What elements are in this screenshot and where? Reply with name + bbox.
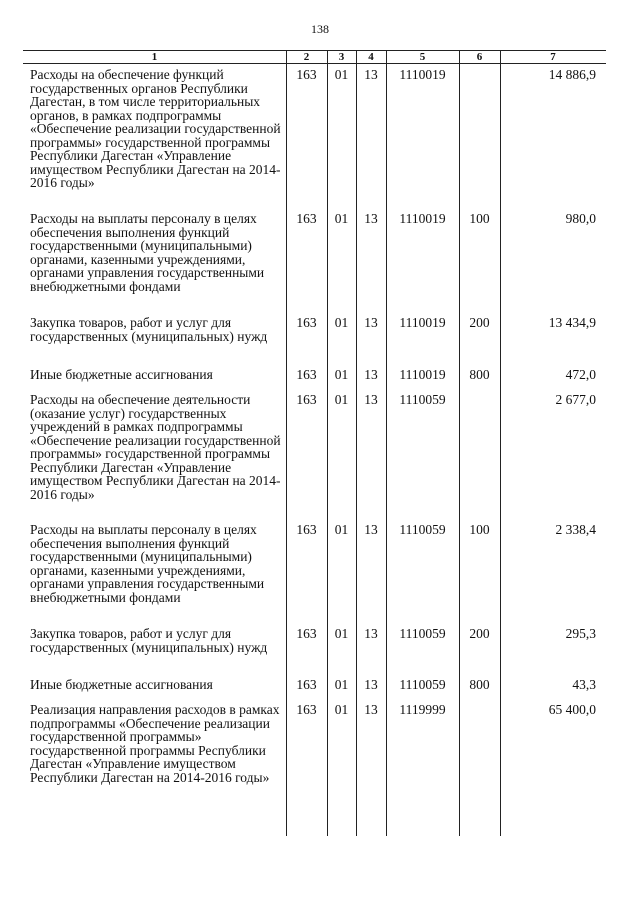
row-code-4: 13 bbox=[364, 626, 378, 641]
row-code-4: 13 bbox=[364, 392, 378, 407]
row-code-4: 13 bbox=[364, 702, 378, 717]
header-col-3: 3 bbox=[338, 51, 345, 63]
page-number: 138 bbox=[311, 22, 329, 36]
row-code-4: 13 bbox=[364, 522, 378, 537]
row-code-2: 163 bbox=[296, 522, 317, 537]
header-col-2: 2 bbox=[303, 51, 310, 63]
row-code-3: 01 bbox=[334, 702, 349, 717]
row-code-5: 1110019 bbox=[399, 67, 446, 82]
row-code-3: 01 bbox=[334, 367, 349, 382]
row-code-5: 1110059 bbox=[399, 392, 446, 407]
row-amount: 13 434,9 bbox=[548, 315, 596, 330]
row-code-3: 01 bbox=[334, 522, 349, 537]
row-description: Реализация направления расходов в рамках подпрограммы «Обеспечение реализации государственной программы» государственной программы Республики Дагестан «Управление имуществом Республики Дагестан на 2014-2016 годы» bbox=[30, 702, 280, 785]
header-col-4: 4 bbox=[368, 51, 374, 63]
row-code-6: 800 bbox=[469, 367, 490, 382]
row-code-6: 100 bbox=[469, 522, 490, 537]
row-code-3: 01 bbox=[334, 315, 349, 330]
row-description: Закупка товаров, работ и услуг для государственных (муниципальных) нужд bbox=[30, 626, 268, 655]
row-amount: 472,0 bbox=[565, 367, 596, 382]
row-amount: 14 886,9 bbox=[548, 67, 596, 82]
row-code-5: 1110059 bbox=[399, 522, 446, 537]
row-amount: 2 338,4 bbox=[555, 522, 596, 537]
row-code-2: 163 bbox=[296, 392, 317, 407]
row-code-3: 01 bbox=[334, 67, 349, 82]
row-code-2: 163 bbox=[296, 626, 317, 641]
column-divider bbox=[356, 50, 357, 836]
row-amount: 295,3 bbox=[565, 626, 596, 641]
row-code-5: 1119999 bbox=[399, 702, 446, 717]
column-divider bbox=[459, 50, 460, 836]
row-code-2: 163 bbox=[296, 211, 317, 226]
row-code-5: 1110019 bbox=[399, 211, 446, 226]
row-code-4: 13 bbox=[364, 677, 378, 692]
row-description: Расходы на обеспечение деятельности (оказание услуг) государственных учреждений в рамках подпрограммы «Обеспечение реализации государственной программы» государственной программы Республики Дагестан «Управление имуществом Республики Дагестан на 2014-2016 годы» bbox=[30, 392, 281, 502]
row-code-5: 1110059 bbox=[399, 677, 446, 692]
header-col-5: 5 bbox=[419, 51, 426, 63]
row-code-5: 1110059 bbox=[399, 626, 446, 641]
header-col-7: 7 bbox=[550, 51, 556, 63]
row-code-2: 163 bbox=[296, 367, 317, 382]
row-code-5: 1110019 bbox=[399, 367, 446, 382]
column-divider bbox=[327, 50, 328, 836]
row-code-6: 100 bbox=[469, 211, 490, 226]
header-col-1: 1 bbox=[151, 51, 158, 63]
column-divider bbox=[500, 50, 501, 836]
row-code-3: 01 bbox=[334, 677, 349, 692]
row-code-3: 01 bbox=[334, 211, 349, 226]
row-amount: 980,0 bbox=[565, 211, 596, 226]
row-code-4: 13 bbox=[364, 211, 378, 226]
row-amount: 2 677,0 bbox=[555, 392, 596, 407]
row-description: Иные бюджетные ассигнования bbox=[30, 677, 213, 692]
row-code-3: 01 bbox=[334, 392, 349, 407]
row-description: Закупка товаров, работ и услуг для государственных (муниципальных) нужд bbox=[30, 315, 268, 344]
header-col-6: 6 bbox=[476, 51, 483, 63]
budget-table bbox=[23, 50, 606, 836]
row-code-6: 200 bbox=[469, 315, 490, 330]
row-code-2: 163 bbox=[296, 677, 317, 692]
row-code-5: 1110019 bbox=[399, 315, 446, 330]
row-description: Расходы на выплаты персоналу в целях обеспечения выполнения функций государственными (муниципальными) органами, казенными учреждениями, органами управления государственными внебюджетными фондами bbox=[30, 211, 265, 294]
row-code-4: 13 bbox=[364, 67, 378, 82]
row-code-2: 163 bbox=[296, 67, 317, 82]
row-code-2: 163 bbox=[296, 702, 317, 717]
row-code-3: 01 bbox=[334, 626, 349, 641]
row-amount: 65 400,0 bbox=[548, 702, 596, 717]
column-divider bbox=[386, 50, 387, 836]
row-code-6: 200 bbox=[469, 626, 490, 641]
row-code-2: 163 bbox=[296, 315, 317, 330]
row-code-4: 13 bbox=[364, 315, 378, 330]
row-description: Расходы на выплаты персоналу в целях обеспечения выполнения функций государственными (муниципальными) органами, казенными учреждениями, органами управления государственными внебюджетными фондами bbox=[30, 522, 265, 605]
row-description: Расходы на обеспечение функций государственных органов Республики Дагестан, в том числе территориальных органов, в рамках подпрограммы «Обеспечение реализации государственной программы» государственной программы Республики Дагестан «Управление имуществом Республики Дагестан на 2014-2016 годы» bbox=[30, 67, 281, 190]
row-description: Иные бюджетные ассигнования bbox=[30, 367, 213, 382]
row-code-4: 13 bbox=[364, 367, 378, 382]
row-amount: 43,3 bbox=[572, 677, 596, 692]
header-bottom-border bbox=[23, 63, 606, 64]
row-code-6: 800 bbox=[469, 677, 490, 692]
